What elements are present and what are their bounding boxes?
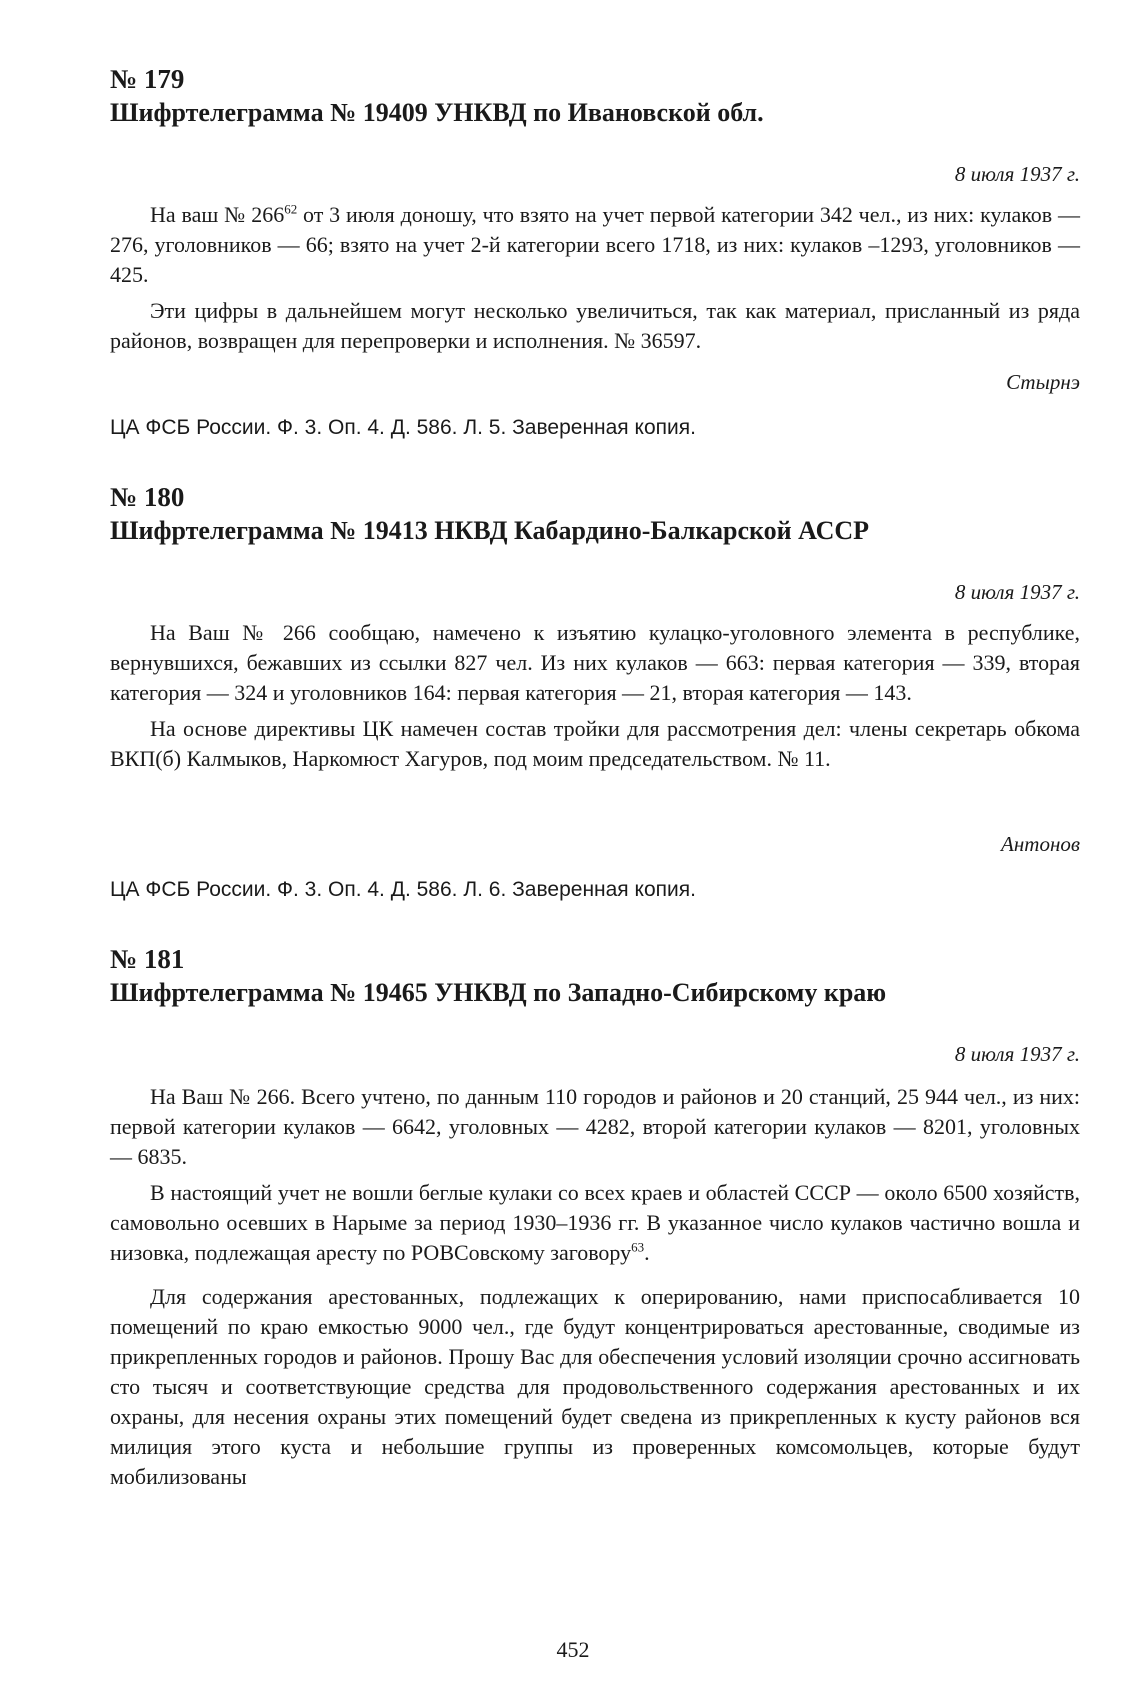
doc-180-signature: Антонов	[1001, 832, 1080, 856]
doc-179-number: № 179	[110, 64, 185, 94]
doc-181-header	[110, 942, 1080, 1010]
doc-180-header	[110, 480, 1080, 548]
doc-181-body	[110, 1082, 1080, 1492]
doc-181-paragraph-1: На Ваш № 266. Всего учтено, по данным 110 городов и районов и 20 станций, 25 944 чел., из них: первой категории кулаков — 6642, уголовных — 4282, второй категории кулаков — 8201, уголовных — 6835.	[110, 1084, 1080, 1169]
doc-181-date: 8 июля 1937 г.	[954, 1042, 1080, 1066]
doc-179-paragraph-1	[110, 200, 1080, 290]
doc-180-date: 8 июля 1937 г.	[954, 580, 1080, 604]
doc-180-paragraph-1: На Ваш № 266 сообщаю, намечено к изъятию кулацко-уголовного элемента в республике, вернувшихся, бежавших из ссылки 827 чел. Из них кулаков — 663: первая категория — 339, вторая категория — 324 и уголовников 164: первая категория — 21, вторая категория — 143.	[110, 620, 1080, 705]
doc-181-p2-start: В настоящий учет не вошли беглые кулаки со всех краев и областей СССР — около 6500 хозяйств, самовольно осевших в Нарыме за период 1930–1936 гг. В указанное число кулаков частично вошла и низовка, подлежащая аресту по РОВСовскому заговору	[110, 1180, 1080, 1265]
doc-179-date: 8 июля 1937 г.	[954, 162, 1080, 186]
doc-181-paragraph-3: Для содержания арестованных, подлежащих к оперированию, нами приспосабливается 10 помещений по краю емкостью 9000 чел., где будут концентрироваться арестованные, сводимые из прикрепленных городов и районов. Прошу Вас для обеспечения условий изоляции срочно ассигновать сто тысяч и соответствующие средства для продовольственного содержания арестованных и их охраны, для несения охраны этих помещений будет сведена из прикрепленных к кусту районов вся милиция этого куста и небольшие группы из проверенных комсомольцев, которые будут мобилизованы	[110, 1284, 1080, 1489]
doc-179-p1-end: от 3 июля доношу, что взято на учет первой категории 342 чел., из них: кулаков — 276, уголовников — 66; взято на учет 2-й категории всего 1718, из них: кулаков –1293, уголовников — 425.	[110, 202, 1080, 287]
doc-180-paragraph-2: На основе директивы ЦК намечен состав тройки для рассмотрения дел: члены секретарь обкома ВКП(б) Калмыков, Наркомюст Хагуров, под моим председательством. № 11.	[110, 716, 1080, 771]
doc-181-title: Шифртелеграмма № 19465 УНКВД по Западно-Сибирскому краю	[110, 978, 887, 1007]
doc-179-title: Шифртелеграмма № 19409 УНКВД по Ивановской обл.	[110, 98, 764, 127]
doc-180-number: № 180	[110, 482, 185, 512]
doc-179-paragraph-2: Эти цифры в дальнейшем могут несколько увеличиться, так как материал, присланный из ряда районов, возвращен для перепроверки и исполнения. № 36597.	[110, 298, 1080, 353]
doc-180-body	[110, 618, 1080, 774]
doc-181-number: № 181	[110, 944, 185, 974]
doc-181-paragraph-2	[110, 1178, 1080, 1268]
doc-180-archive-ref: ЦА ФСБ России. Ф. 3. Оп. 4. Д. 586. Л. 6. Заверенная копия.	[110, 878, 696, 901]
doc-179-signature: Стырнэ	[1006, 370, 1080, 394]
doc-179-archive-ref: ЦА ФСБ России. Ф. 3. Оп. 4. Д. 586. Л. 5. Заверенная копия.	[110, 416, 696, 439]
doc-179-body	[110, 200, 1080, 356]
doc-179-p1-start: На ваш № 266	[150, 202, 285, 227]
footnote-ref-62: 62	[284, 201, 298, 217]
doc-179-header	[110, 62, 1080, 130]
doc-181-p2-end: .	[644, 1240, 650, 1265]
page-number: 452	[556, 1637, 590, 1662]
doc-180-title: Шифртелеграмма № 19413 НКВД Кабардино-Балкарской АССР	[110, 516, 870, 545]
footnote-ref-63: 63	[631, 1239, 645, 1255]
